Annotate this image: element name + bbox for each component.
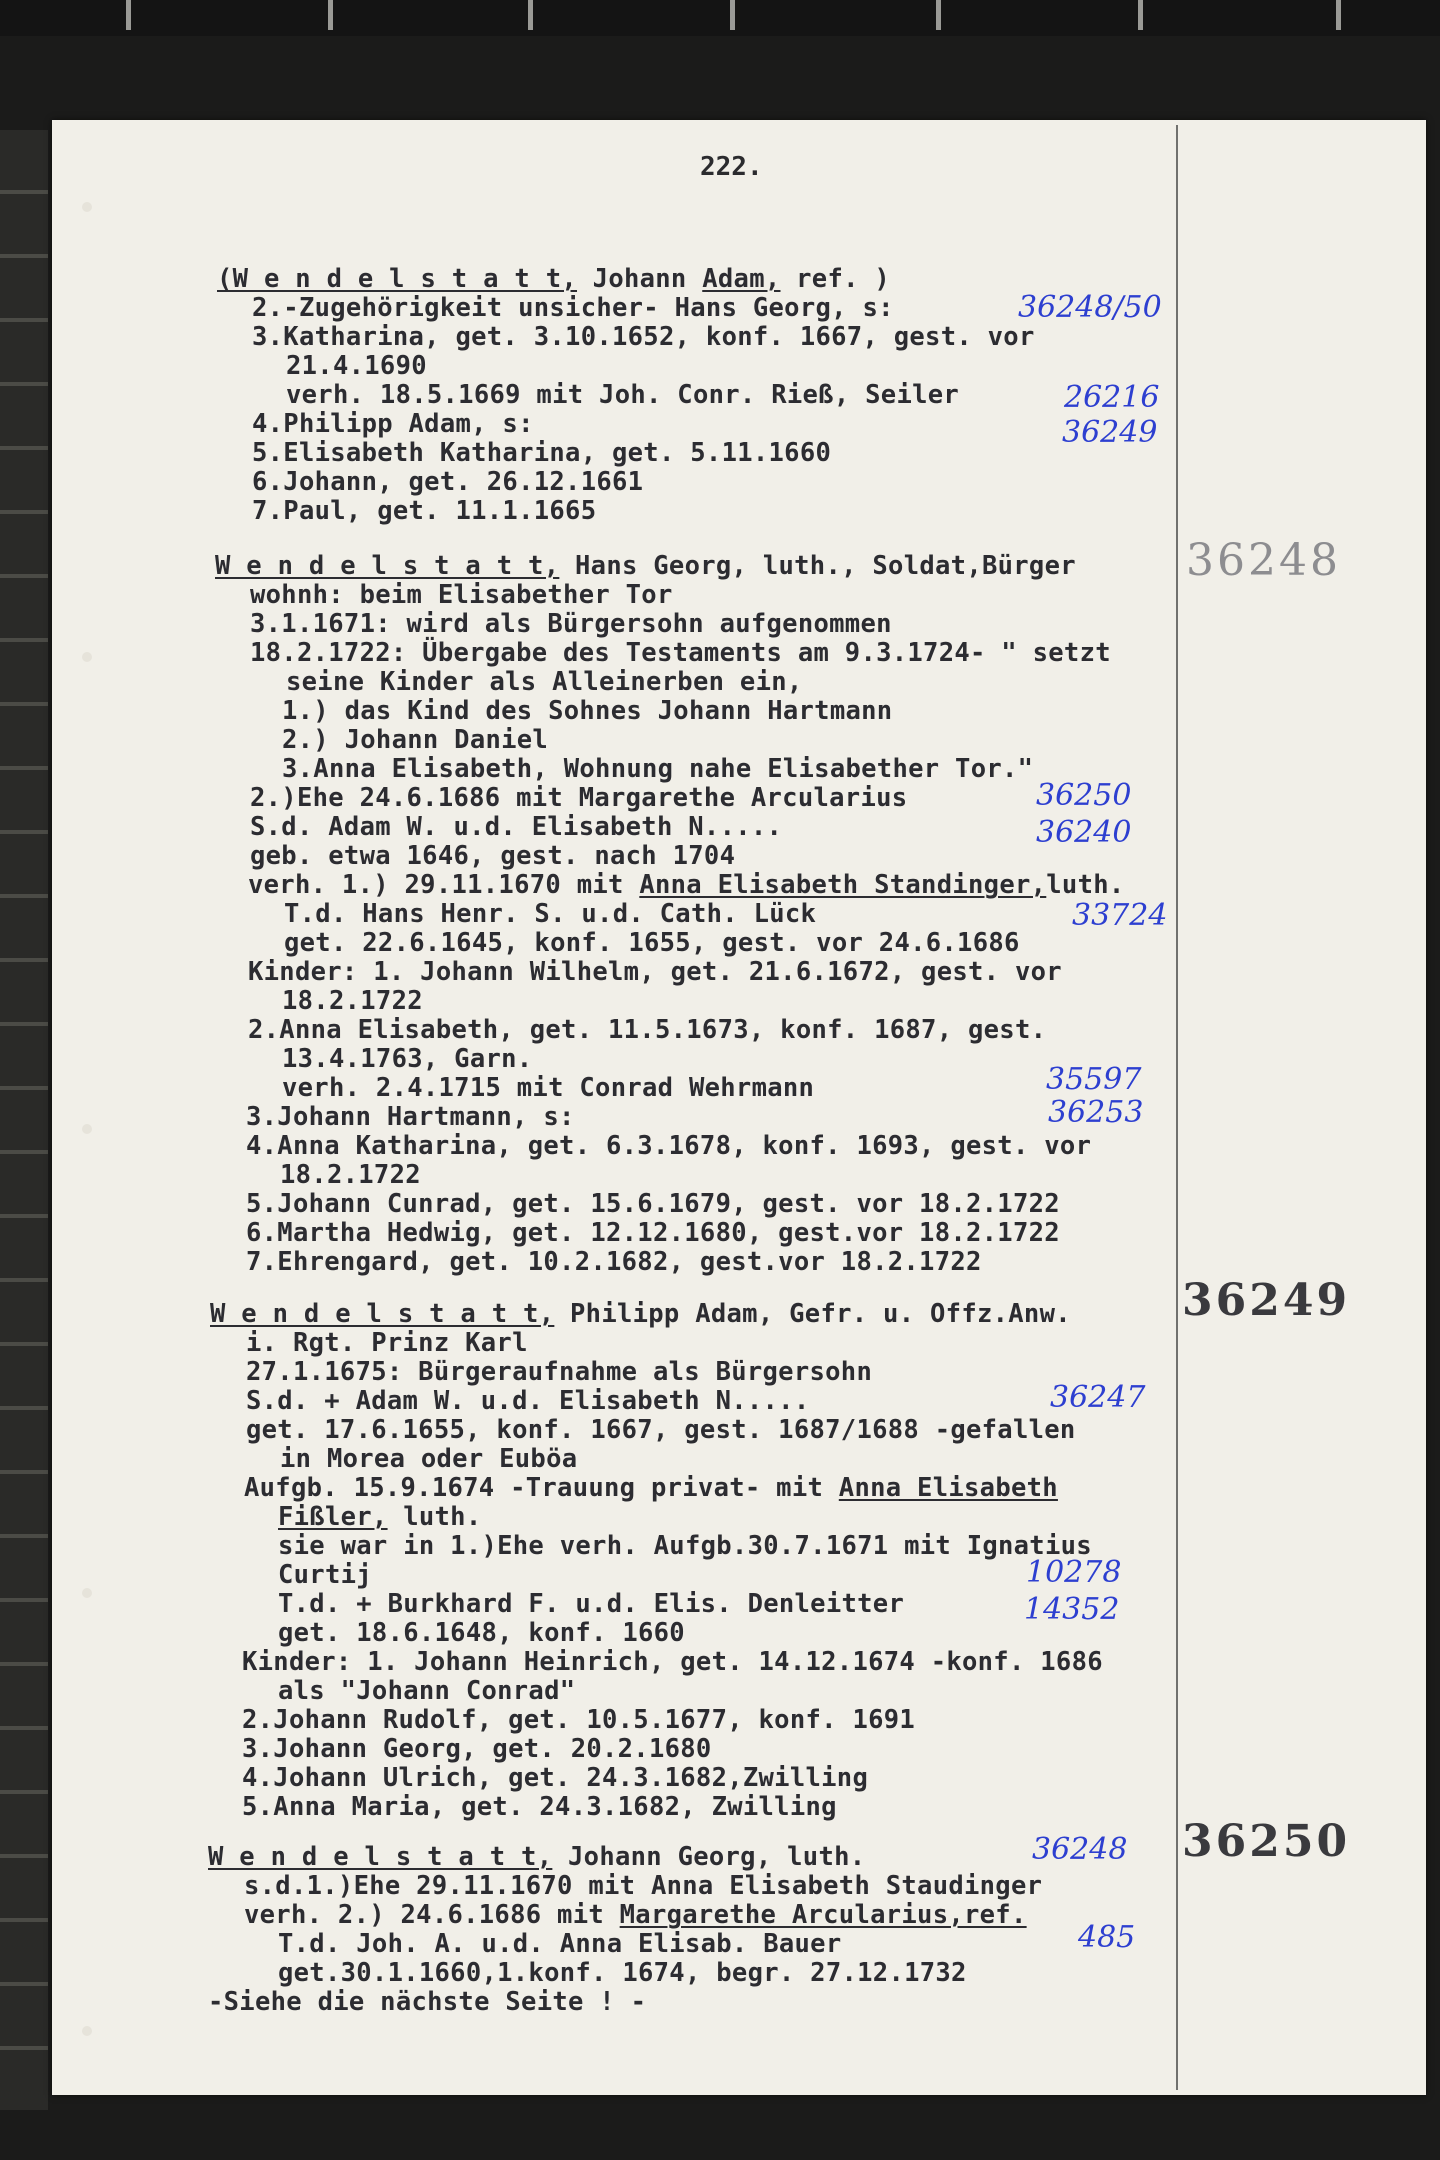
entry-line: 1.) das Kind des Sohnes Johann Hartmann	[282, 696, 893, 726]
entry-line: Fißler, luth.	[278, 1502, 482, 1532]
entry-line: 3.Katharina, get. 3.10.1652, konf. 1667, gest. vor	[252, 322, 1035, 352]
entry-line: verh. 2.4.1715 mit Conrad Wehrmann	[282, 1073, 815, 1103]
entry-line: get.30.1.1660,1.konf. 1674, begr. 27.12.1732	[278, 1958, 967, 1988]
spouse-name: Anna Elisabeth Standinger,	[639, 870, 1047, 900]
entry-line: als "Johann Conrad"	[278, 1676, 576, 1706]
entry-line: Aufgb. 15.9.1674 -Trauung privat- mit Anna Elisabeth	[244, 1473, 1058, 1503]
handwritten-ref: 36240	[1036, 815, 1132, 850]
page-number: 222.	[700, 152, 763, 182]
entry-line: 5.Johann Cunrad, get. 15.6.1679, gest. vor 18.2.1722	[246, 1189, 1060, 1219]
entry-line: T.d. Joh. A. u.d. Anna Elisab. Bauer	[278, 1929, 842, 1959]
entry-header: W e n d e l s t a t t, Johann Georg, luth.	[208, 1842, 866, 1872]
punch-hole	[82, 2026, 92, 2036]
entry-line: 4.Johann Ulrich, get. 24.3.1682,Zwilling	[242, 1763, 869, 1793]
entry-line: 6.Johann, get. 26.12.1661	[252, 467, 644, 497]
entry-line: 21.4.1690	[286, 351, 427, 381]
entry-line: 2.) Johann Daniel	[282, 725, 549, 755]
handwritten-ref: 14352	[1024, 1592, 1120, 1627]
entry-line: 7.Ehrengard, get. 10.2.1682, gest.vor 18.2.1722	[246, 1247, 982, 1277]
entry-line: in Morea oder Euböa	[280, 1444, 578, 1474]
entry-line: seine Kinder als Alleinerben ein,	[286, 667, 803, 697]
entry-line: verh. 1.) 29.11.1670 mit Anna Elisabeth Standinger,luth.	[248, 870, 1125, 900]
punch-hole	[82, 652, 92, 662]
entry-line: S.d. Adam W. u.d. Elisabeth N.....	[250, 812, 783, 842]
entry-line: s.d.1.)Ehe 29.11.1670 mit Anna Elisabeth Staudinger	[244, 1871, 1043, 1901]
handwritten-ref: 10278	[1026, 1555, 1122, 1590]
handwritten-ref: 36247	[1050, 1380, 1146, 1415]
entry-line: Kinder: 1. Johann Wilhelm, get. 21.6.1672, gest. vor	[248, 957, 1062, 987]
handwritten-ref: 36253	[1048, 1095, 1144, 1130]
entry-line: 18.2.1722	[280, 1160, 421, 1190]
entry-line: T.d. Hans Henr. S. u.d. Cath. Lück	[284, 899, 817, 929]
entry-line: 13.4.1763, Garn.	[282, 1044, 533, 1074]
entry-header: W e n d e l s t a t t, Philipp Adam, Gefr. u. Offz.Anw.	[210, 1299, 1071, 1329]
scan-tick	[1336, 0, 1341, 30]
handwritten-ref: 36248/50	[1018, 290, 1162, 325]
entry-line: 3.Johann Hartmann, s:	[246, 1102, 575, 1132]
surname: W e n d e l s t a t t,	[215, 551, 560, 581]
entry-line: 18.2.1722: Übergabe des Testaments am 9.3.1724- " setzt	[250, 638, 1111, 668]
entry-line: 5.Elisabeth Katharina, get. 5.11.1660	[252, 438, 832, 468]
handwritten-ref: 485	[1078, 1920, 1136, 1955]
punch-hole	[82, 1588, 92, 1598]
margin-rule	[1176, 125, 1178, 2090]
surname: (W e n d e l s t a t t,	[217, 264, 578, 294]
entry-line: 7.Paul, get. 11.1.1665	[252, 496, 597, 526]
entry-line: -Siehe die nächste Seite ! -	[208, 1987, 647, 2017]
entry-line: Kinder: 1. Johann Heinrich, get. 14.12.1674 -konf. 1686	[242, 1647, 1103, 1677]
margin-number: 36248	[1186, 535, 1341, 586]
entry-line: verh. 18.5.1669 mit Joh. Conr. Rieß, Seiler	[286, 380, 960, 410]
spouse-name: Margarethe Arcularius,ref.	[619, 1900, 1027, 1930]
entry-line: 3.1.1671: wird als Bürgersohn aufgenommen	[250, 609, 892, 639]
scanner-edge	[0, 0, 1440, 36]
handwritten-ref: 35597	[1046, 1062, 1142, 1097]
entry-line: 5.Anna Maria, get. 24.3.1682, Zwilling	[242, 1792, 837, 1822]
entry-line: 6.Martha Hedwig, get. 12.12.1680, gest.vor 18.2.1722	[246, 1218, 1060, 1248]
spouse-name: Anna Elisabeth	[838, 1473, 1058, 1503]
punch-hole	[82, 1124, 92, 1134]
entry-line: geb. etwa 1646, gest. nach 1704	[250, 841, 736, 871]
scan-tick	[528, 0, 533, 30]
entry-line: 3.Johann Georg, get. 20.2.1680	[242, 1734, 712, 1764]
entry-line: wohnh: beim Elisabether Tor	[250, 580, 673, 610]
handwritten-ref: 36248	[1032, 1832, 1128, 1867]
surname: W e n d e l s t a t t,	[210, 1299, 555, 1329]
entry-line: 2.-Zugehörigkeit unsicher- Hans Georg, s:	[252, 293, 894, 323]
handwritten-ref: 36250	[1036, 778, 1132, 813]
entry-header: W e n d e l s t a t t, Hans Georg, luth., Soldat,Bürger	[215, 551, 1076, 581]
scan-tick	[936, 0, 941, 30]
handwritten-ref: 26216	[1064, 380, 1160, 415]
entry-line: 4.Anna Katharina, get. 6.3.1678, konf. 1693, gest. vor	[246, 1131, 1092, 1161]
scan-tick	[126, 0, 131, 30]
margin-number: 36250	[1182, 1816, 1351, 1867]
entry-line: 2.Anna Elisabeth, get. 11.5.1673, konf. 1687, gest.	[248, 1015, 1047, 1045]
entry-line: verh. 2.) 24.6.1686 mit Margarethe Arcularius,ref.	[244, 1900, 1027, 1930]
entry-line: get. 18.6.1648, konf. 1660	[278, 1618, 685, 1648]
surname: W e n d e l s t a t t,	[208, 1842, 553, 1872]
entry-line: get. 17.6.1655, konf. 1667, gest. 1687/1688 -gefallen	[246, 1415, 1076, 1445]
entry-line: sie war in 1.)Ehe verh. Aufgb.30.7.1671 mit Ignatius	[278, 1531, 1092, 1561]
punch-hole	[82, 202, 92, 212]
entry-line: 4.Philipp Adam, s:	[252, 409, 534, 439]
binding-edge	[0, 130, 48, 2110]
scan-tick	[730, 0, 735, 30]
entry-header: (W e n d e l s t a t t, Johann Adam, ref. )	[217, 264, 891, 294]
entry-line: get. 22.6.1645, konf. 1655, gest. vor 24.6.1686	[284, 928, 1020, 958]
entry-line: i. Rgt. Prinz Karl	[246, 1328, 528, 1358]
entry-line: 3.Anna Elisabeth, Wohnung nahe Elisabether Tor."	[282, 754, 1034, 784]
entry-line: 2.Johann Rudolf, get. 10.5.1677, konf. 1691	[242, 1705, 916, 1735]
entry-line: 2.)Ehe 24.6.1686 mit Margarethe Arcularius	[250, 783, 908, 813]
entry-line: T.d. + Burkhard F. u.d. Elis. Denleitter	[278, 1589, 905, 1619]
entry-line: S.d. + Adam W. u.d. Elisabeth N.....	[246, 1386, 810, 1416]
entry-line: 27.1.1675: Bürgeraufnahme als Bürgersohn	[246, 1357, 873, 1387]
scan-tick	[1138, 0, 1143, 30]
scan-tick	[328, 0, 333, 30]
entry-line: 18.2.1722	[282, 986, 423, 1016]
entry-line: Curtij	[278, 1560, 372, 1590]
margin-number: 36249	[1182, 1275, 1351, 1326]
handwritten-ref: 36249	[1062, 415, 1158, 450]
handwritten-ref: 33724	[1072, 898, 1168, 933]
